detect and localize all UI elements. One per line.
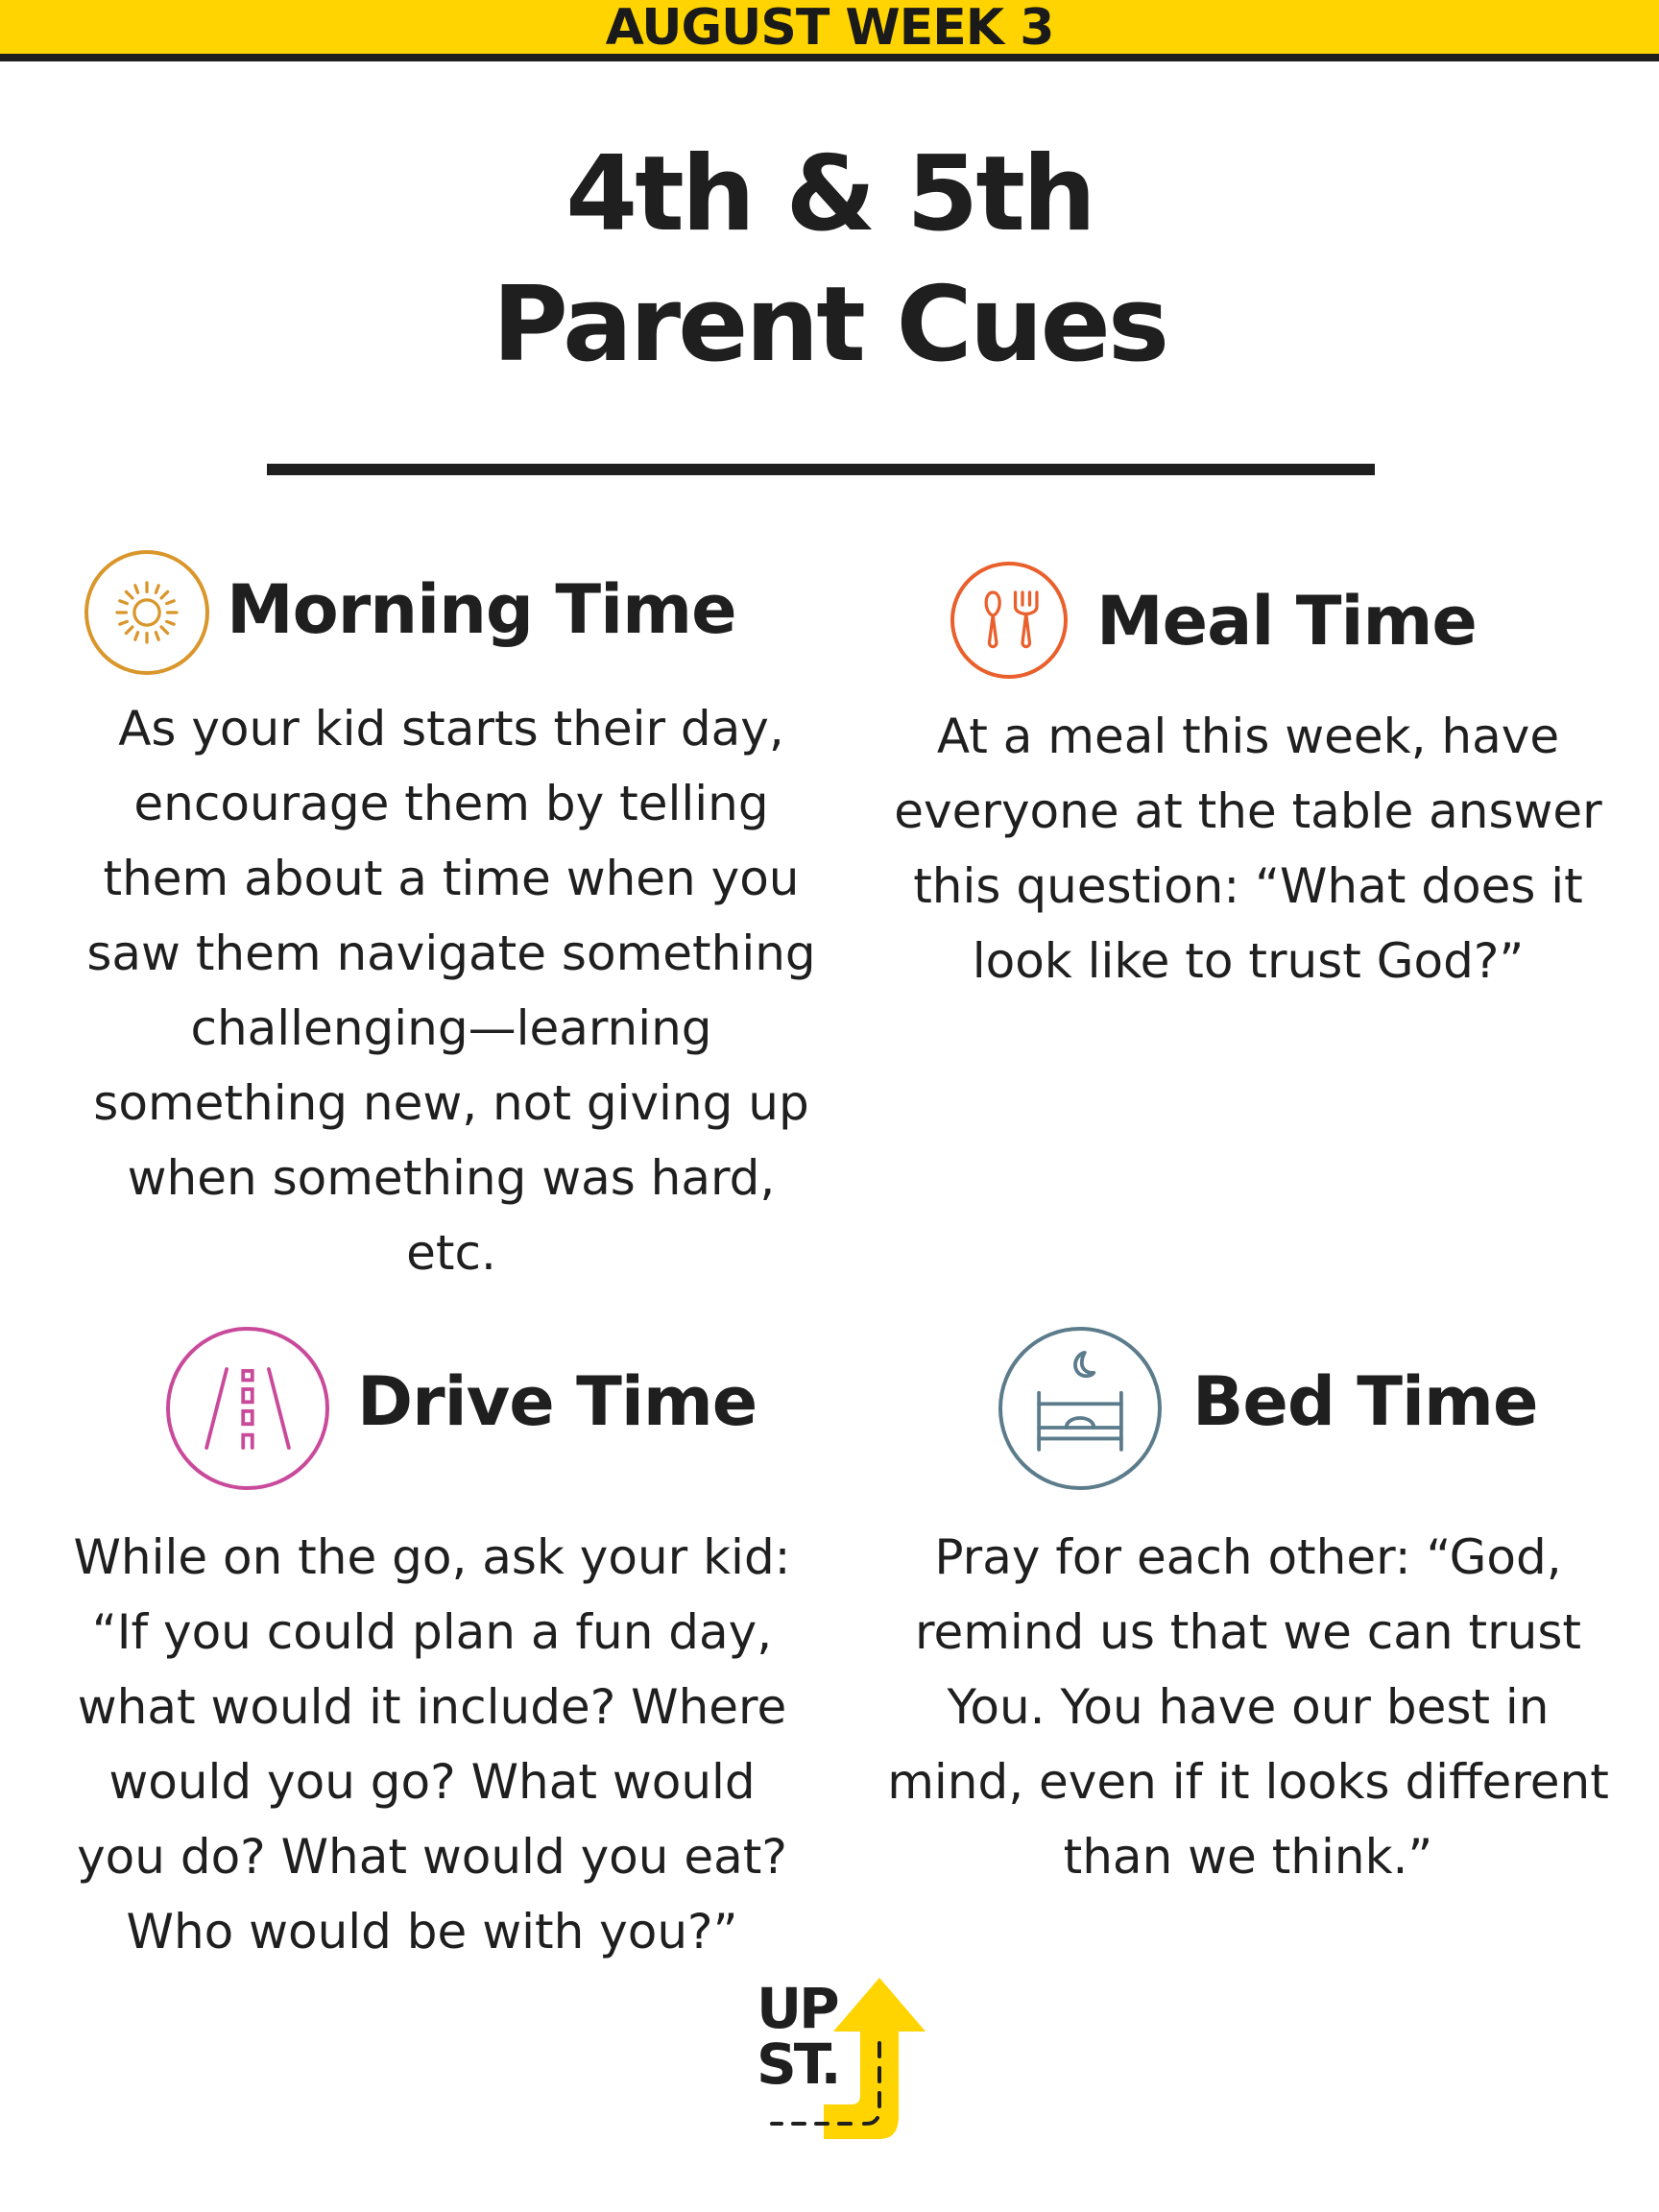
title-line-1: 4th & 5th bbox=[565, 134, 1094, 254]
utensils-icon bbox=[950, 562, 1068, 679]
morning-time-heading: Morning Time bbox=[227, 570, 736, 649]
sun-icon bbox=[84, 550, 209, 675]
drive-time-text: While on the go, ask your kid: “If you could plan a fun day, what would it include? Where would you go? What would you do? What would you eat? Who would be with you?” bbox=[73, 1529, 791, 1960]
bed-time-text: Pray for each other: “God, remind us that we can trust You. You have our best in mind, even if it looks different than we think.” bbox=[887, 1529, 1609, 1885]
upstreet-arrow-logo bbox=[755, 1976, 927, 2145]
top-banner bbox=[0, 0, 1659, 61]
title-line-2: Parent Cues bbox=[492, 265, 1167, 385]
drive-time-heading: Drive Time bbox=[357, 1362, 757, 1441]
logo-text-st: ST. bbox=[757, 2032, 839, 2097]
road-icon bbox=[166, 1327, 329, 1490]
meal-time-heading: Meal Time bbox=[1096, 582, 1477, 661]
logo-text-up: UP bbox=[757, 1976, 837, 2041]
morning-time-text: As your kid starts their day, encourage them by telling them about a time when you saw them navigate something challenging—learning something new, not giving up when something was hard, etc. bbox=[86, 701, 816, 1281]
banner-label: AUGUST WEEK 3 bbox=[605, 0, 1054, 57]
meal-time-text: At a meal this week, have everyone at the table answer this question: “What does it look like to trust God?” bbox=[894, 709, 1602, 989]
page-title bbox=[0, 130, 1659, 391]
bed-time-heading: Bed Time bbox=[1192, 1362, 1538, 1441]
title-divider bbox=[267, 464, 1375, 475]
bed-icon bbox=[998, 1327, 1162, 1490]
